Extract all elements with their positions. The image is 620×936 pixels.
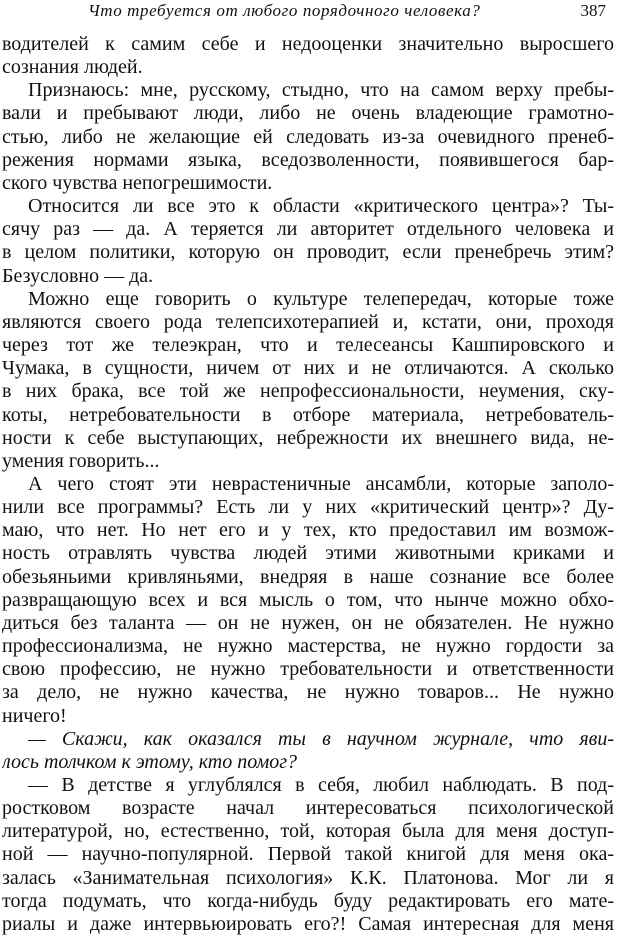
text-line: развращающую всех и вся мысль о том, что нынче можно обхо-: [2, 588, 614, 611]
text-line: Относится ли все это к области «критического центра»? Ты-: [28, 195, 614, 218]
text-line: сознания людей.: [2, 56, 143, 79]
text-line: через тот же телеэкран, что и телесеансы Кашпировского и: [2, 334, 614, 357]
text-line: Чумака, в сущности, ничем от них и не отличаются. А сколько: [2, 357, 614, 380]
page-number: 387: [580, 1, 606, 20]
body-text: [2, 33, 614, 936]
text-line: залась «Занимательная психология» К.К. Платонова. Мог ли я: [2, 866, 614, 889]
text-line: — Скажи, как оказался ты в научном журнале, что яви-: [28, 727, 614, 750]
text-line: — В детстве я углублялся в себя, любил наблюдать. В под-: [28, 774, 614, 796]
text-line: ности к себе выступающих, небрежности их внешнего вида, не-: [2, 426, 614, 449]
text-line: свою профессию, не нужно требовательности и ответственности: [2, 658, 614, 681]
text-line: лось толчком к этому, кто помог?: [2, 750, 298, 773]
text-line: режения нормами языка, вседозволенности, появившегося бар-: [2, 148, 614, 171]
text-line: ной — научно-популярной. Первой такой книгой для меня ока-: [2, 843, 614, 866]
text-line: коты, нетребовательности в отборе материала, нетребователь-: [2, 403, 614, 426]
text-line: в них брака, все той же непрофессиональности, неумения, ску-: [2, 380, 614, 403]
text-line: Признаюсь: мне, русскому, стыдно, что на самом верху пребы-: [28, 79, 614, 102]
text-line: диться без таланта — он не нужен, он не обязателен. Не нужно: [2, 611, 614, 634]
text-line: нили все программы? Есть ли у них «критический центр»? Ду-: [2, 496, 614, 519]
text-line: являются своего рода телепсихотерапией и, кстати, они, проходя: [2, 310, 614, 333]
text-line: в целом политики, которую он проводит, если пренебречь этим?: [2, 241, 614, 264]
text-line: ростковом возрасте начал интересоваться психологической: [2, 797, 614, 820]
text-line: профессионализма, не нужно мастерства, не нужно гордости за: [2, 635, 614, 658]
text-line: Безусловно — да.: [2, 264, 154, 287]
text-line: обезьяньими кривляньями, внедряя в наше сознание все более: [2, 565, 614, 588]
text-line: литературой, но, естественно, той, которая была для меня доступ-: [2, 820, 614, 843]
text-line: водителей к самим себе и недооценки значительно выросшего: [2, 33, 614, 55]
text-line: сячу раз — да. А теряется ли авторитет отдельного человека и: [2, 218, 614, 241]
text-line: тогда подумать, что когда-нибудь буду редактировать его мате-: [2, 889, 614, 912]
text-line: маю, что нет. Но нет его и у тех, кто предоставил им возмож-: [2, 519, 614, 542]
text-line: риалы и даже интервьюировать его?! Самая интересная для меня: [2, 912, 614, 935]
text-line: вали и пребывают люди, либо не очень владеющие грамотно-: [2, 102, 614, 125]
text-line: ского чувства непогрешимости.: [2, 171, 273, 194]
text-line: за дело, не нужно качества, не нужно товаров... Не нужно: [2, 681, 614, 704]
running-head: [0, 1, 620, 25]
text-line: ность отравлять чувства людей этими животными криками и: [2, 542, 614, 565]
text-line: ничего!: [2, 704, 67, 727]
text-line: А чего стоят эти неврастеничные ансамбли, которые заполо-: [28, 472, 614, 495]
text-line: умения говорить...: [2, 449, 160, 472]
text-line: Можно еще говорить о культуре телепередач, которые тоже: [28, 287, 614, 310]
running-title: Что требуется от любого порядочного человека?: [88, 1, 481, 20]
text-line: стью, либо не желающие ей следовать из-за очевидного пренеб-: [2, 125, 614, 148]
